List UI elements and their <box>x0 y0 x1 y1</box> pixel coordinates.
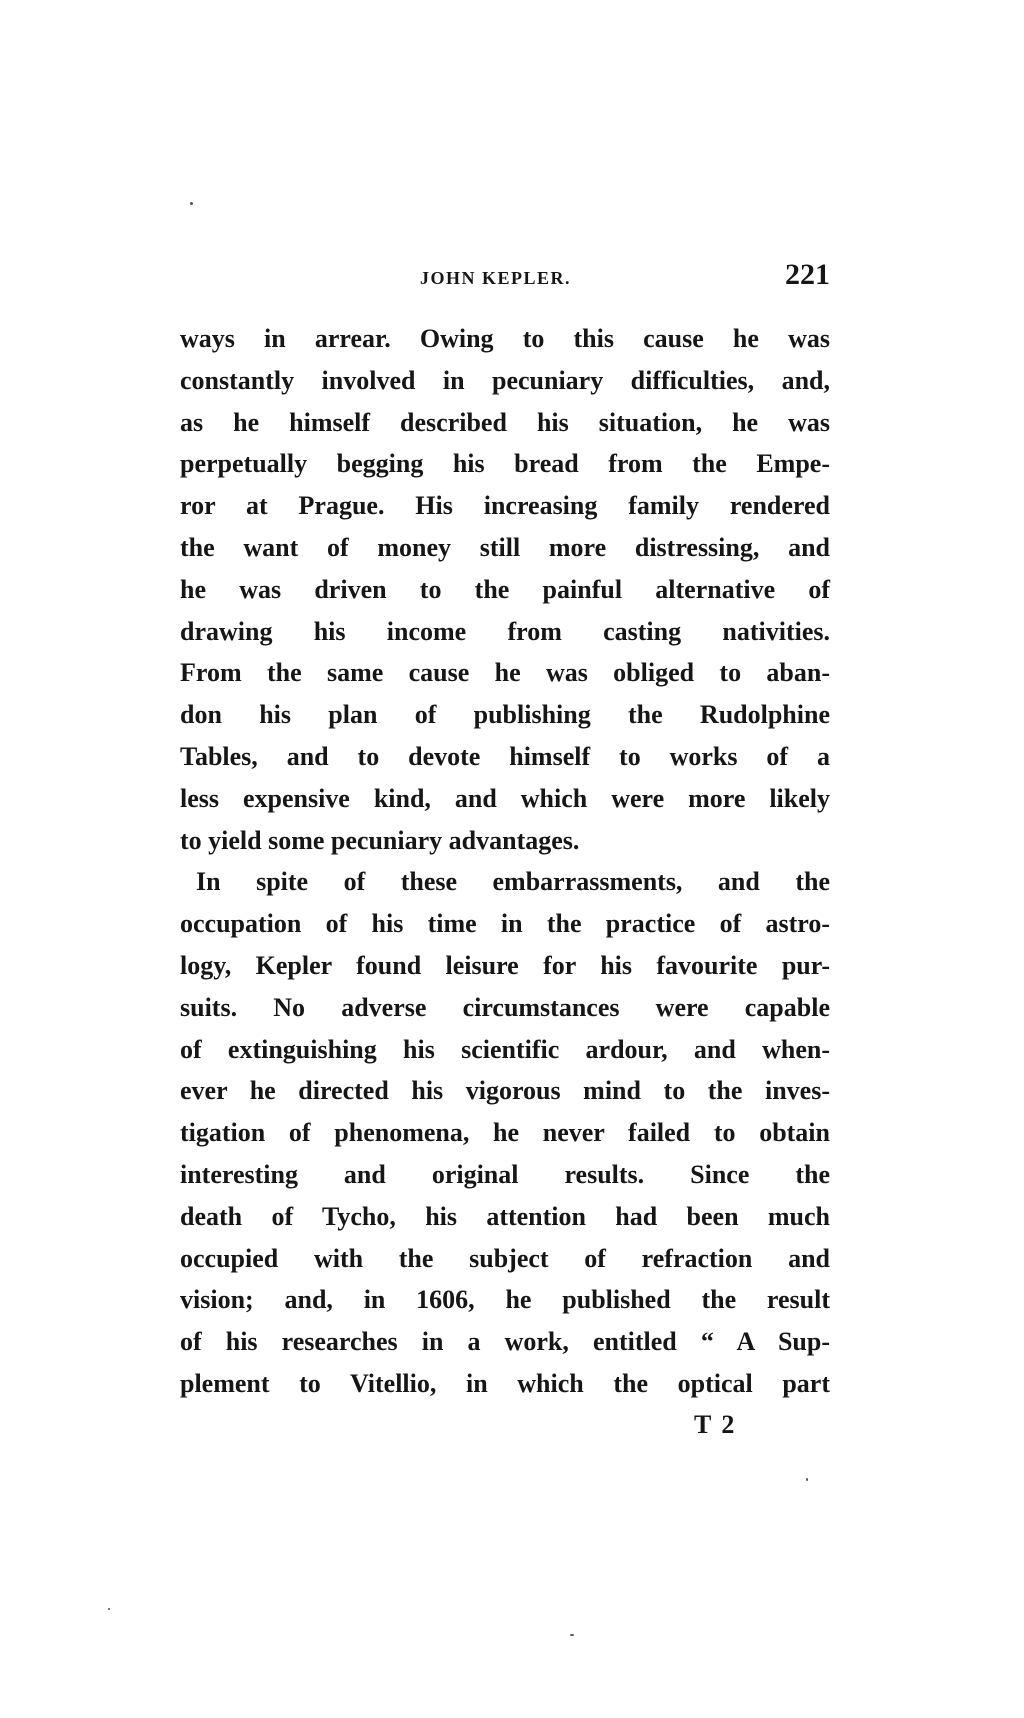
text-line: In spite of these embarrassments, and the <box>196 867 830 897</box>
text-line: ror at Prague. His increasing family rendered <box>180 491 830 521</box>
text-line: logy, Kepler found leisure for his favourite pur- <box>180 950 830 980</box>
text-line: occupation of his time in the practice of astro- <box>180 909 830 939</box>
text-line: occupied with the subject of refraction and <box>180 1243 830 1273</box>
text-line: as he himself described his situation, he was <box>180 407 830 437</box>
text-line: interesting and original results. Since the <box>180 1159 830 1189</box>
text-line: perpetually begging his bread from the Empe- <box>180 449 830 479</box>
text-line: he was driven to the painful alternative of <box>180 574 830 604</box>
text-line: tigation of phenomena, he never failed to obtain <box>180 1118 830 1148</box>
text-line: drawing his income from casting nativities. <box>180 616 830 646</box>
paper-speck <box>190 202 193 205</box>
text-line: the want of money still more distressing, and <box>180 532 830 562</box>
running-head: JOHN KEPLER. <box>420 268 572 288</box>
text-line: to yield some pecuniary advantages. <box>180 825 580 855</box>
text-line: ways in arrear. Owing to this cause he was <box>180 324 830 353</box>
text-line: less expensive kind, and which were more likely <box>180 783 830 813</box>
text-line: death of Tycho, his attention had been much <box>180 1201 830 1231</box>
page-header <box>180 258 830 298</box>
text-line: don his plan of publishing the Rudolphine <box>180 700 830 730</box>
text-line: vision; and, in 1606, he published the result <box>180 1285 830 1315</box>
paper-speck <box>570 1634 574 1636</box>
paper-speck <box>108 1608 110 1610</box>
text-line: ever he directed his vigorous mind to the inves- <box>180 1076 830 1106</box>
signature-mark: T 2 <box>694 1410 737 1439</box>
text-line: suits. No adverse circumstances were capable <box>180 992 830 1022</box>
text-line: Tables, and to devote himself to works of a <box>180 741 830 771</box>
body-text <box>180 318 830 1405</box>
paper-speck <box>806 1478 808 1481</box>
text-line: From the same cause he was obliged to aban- <box>180 658 830 688</box>
text-line: of extinguishing his scientific ardour, and when- <box>180 1034 830 1064</box>
page-number: 221 <box>785 258 830 291</box>
text-line: constantly involved in pecuniary difficulties, and, <box>180 365 830 395</box>
text-line: of his researches in a work, entitled “ A Sup- <box>180 1327 830 1357</box>
text-line: plement to Vitellio, in which the optical part <box>180 1368 830 1398</box>
